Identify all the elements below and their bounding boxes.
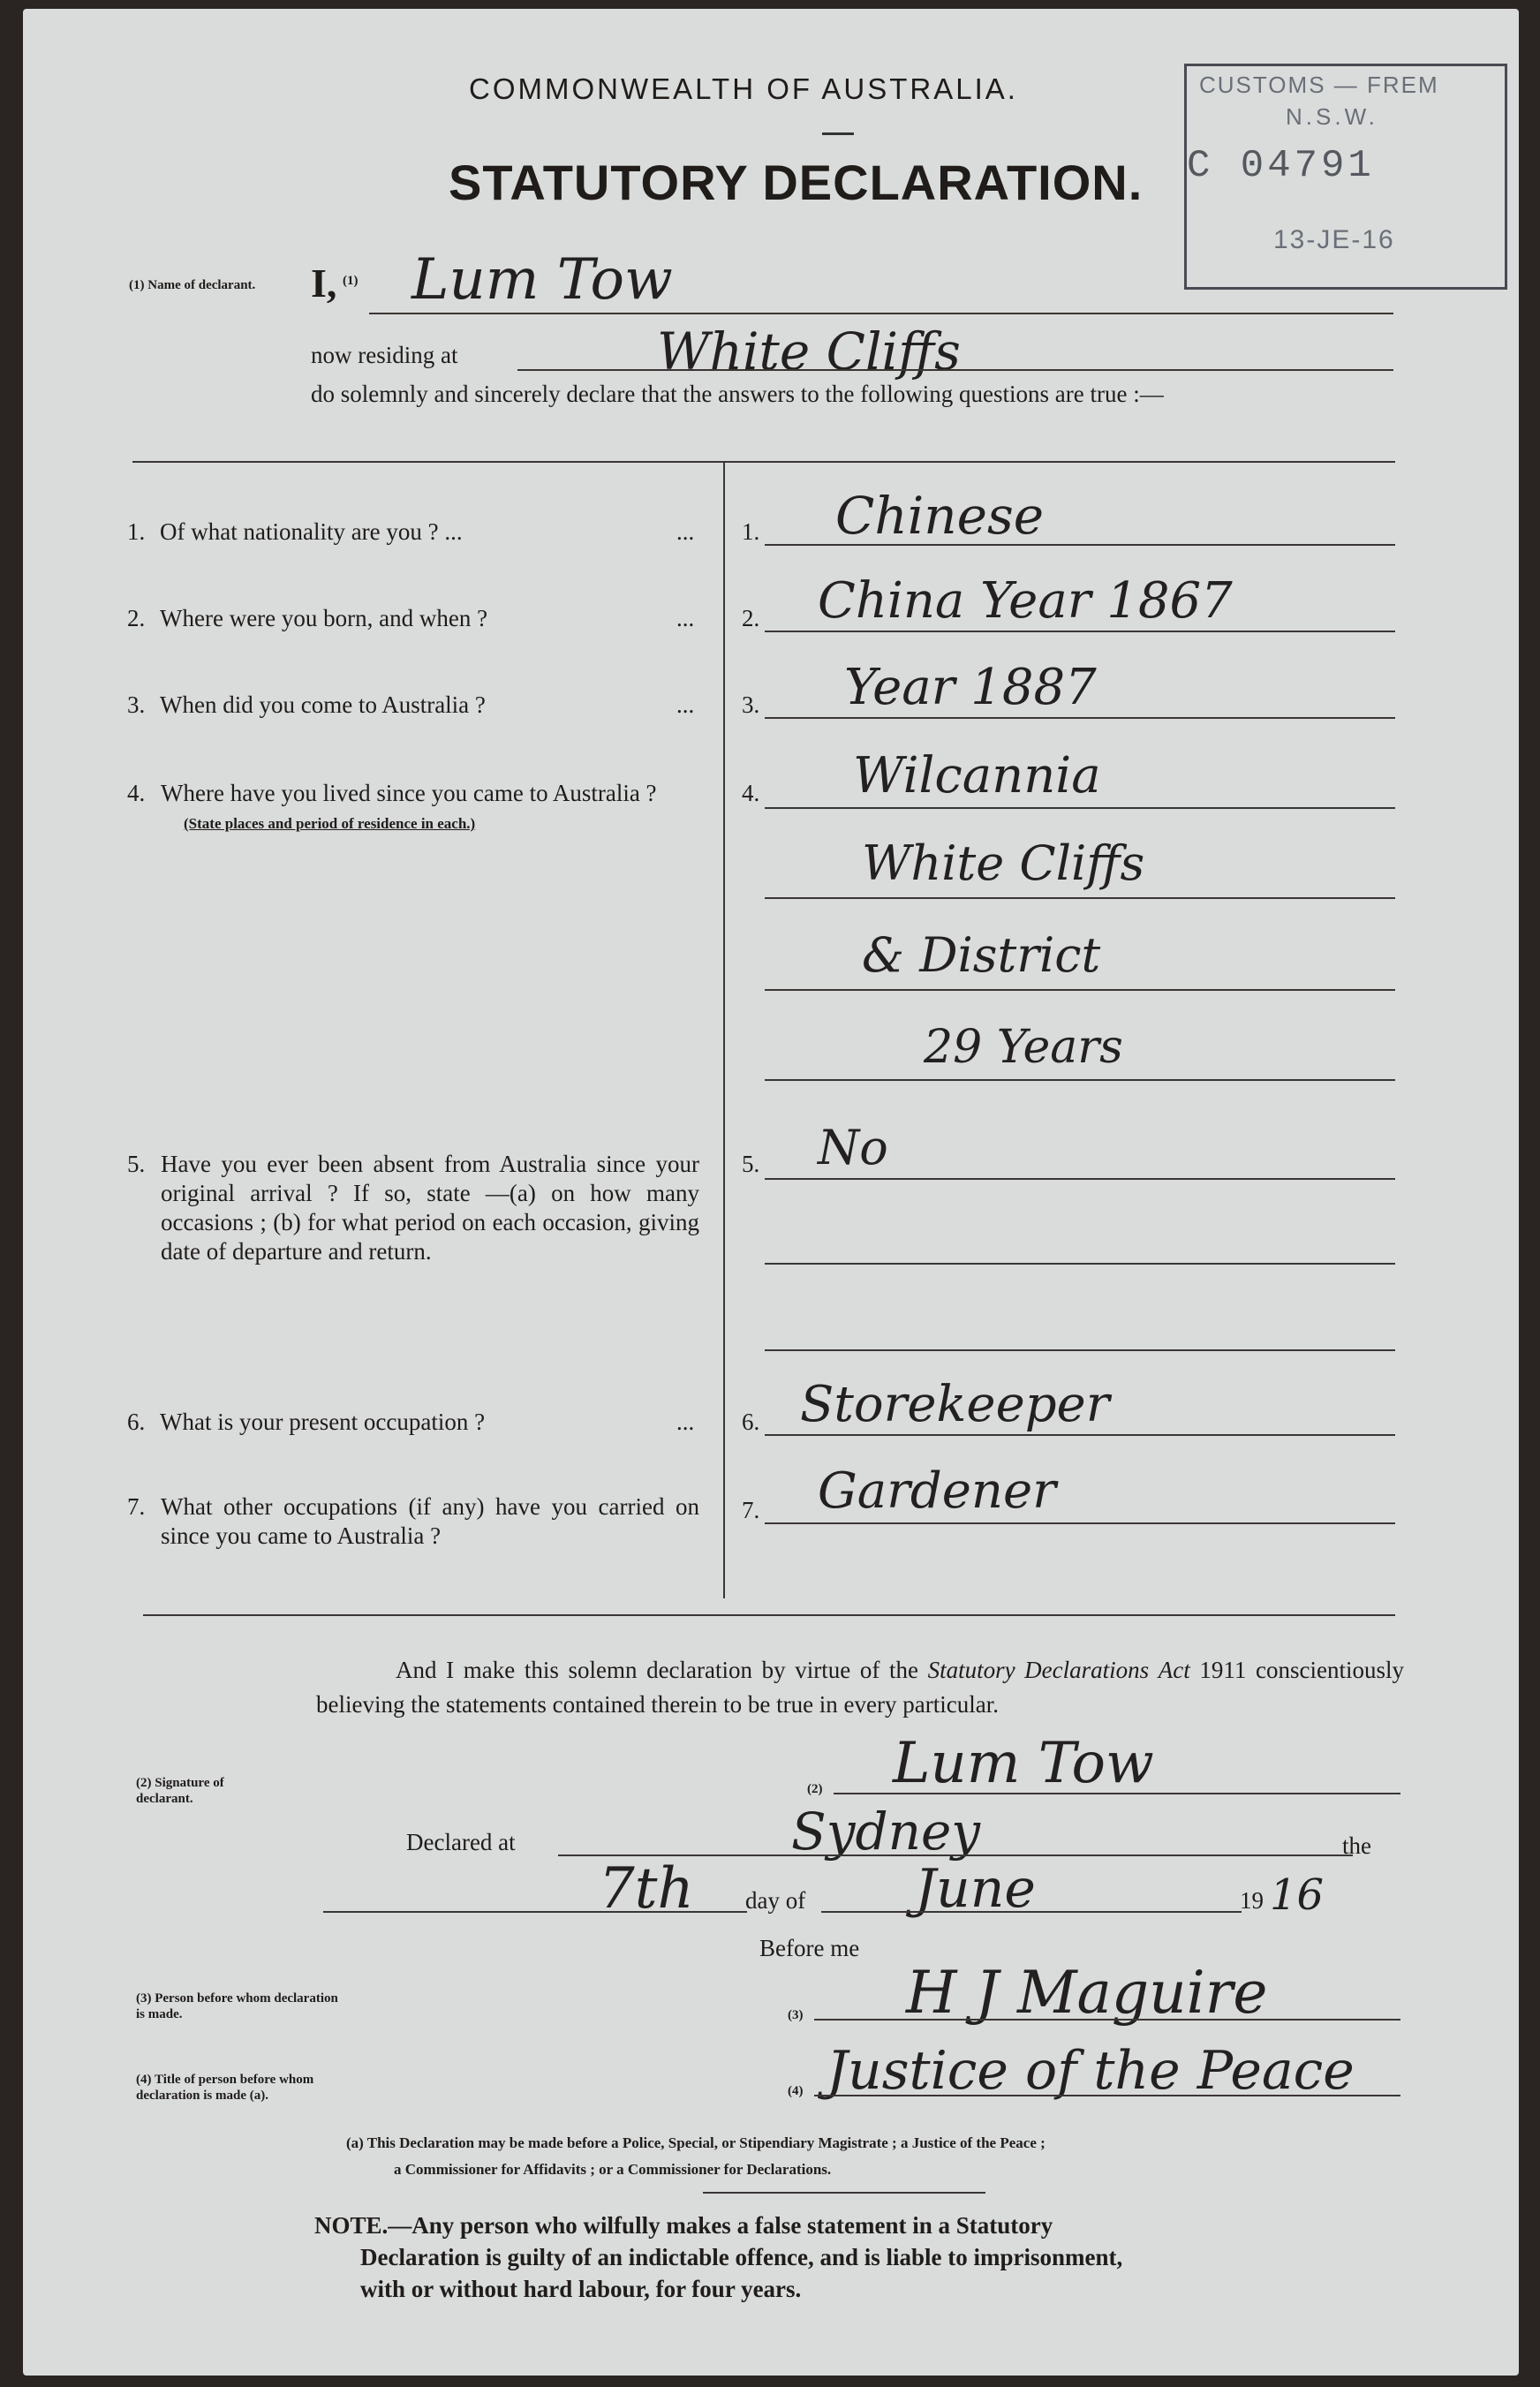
a2-rule xyxy=(765,631,1395,632)
question-1 xyxy=(127,517,710,547)
footnote xyxy=(346,2130,1406,2183)
q6-dots: ... xyxy=(676,1409,695,1435)
question-6 xyxy=(127,1408,710,1437)
the-label: the xyxy=(1342,1832,1371,1859)
stamp-line2: N.S.W. xyxy=(1286,103,1378,130)
answer-4-line2: White Cliffs xyxy=(862,835,1145,891)
margin-note-declarant: (1) Name of declarant. xyxy=(129,278,256,292)
declarant-signature: Lum Tow xyxy=(893,1731,1154,1796)
customs-stamp xyxy=(1184,64,1507,290)
stamp-number: C 04791 xyxy=(1187,144,1375,188)
declared-at-label: Declared at xyxy=(406,1829,516,1855)
q2-number: 2. xyxy=(127,605,146,631)
footnote-line1: (a) This Declaration may be made before a Police, Special, or Stipendiary Magistrate ; a Justice of the Peace ; xyxy=(346,2134,1046,2151)
year-suffix: 16 xyxy=(1270,1870,1325,1920)
q4-number: 4. xyxy=(127,780,146,806)
table-divider xyxy=(723,461,725,1598)
person-ref: (3) xyxy=(788,2008,804,2022)
declared-place: Sydney xyxy=(791,1802,981,1862)
declarant-ref: (1) xyxy=(343,274,359,288)
q7-text: What other occupations (if any) have you carried on since you came to Australia ? xyxy=(161,1493,699,1549)
act-name: Statutory Declarations xyxy=(927,1657,1150,1683)
answer-5: No xyxy=(818,1120,888,1175)
table-top-rule xyxy=(132,461,1395,463)
a5-rule-2 xyxy=(765,1263,1395,1265)
residing-label: now residing at xyxy=(311,342,458,368)
a2-number: 2. xyxy=(742,605,760,631)
declarant-intro: I, xyxy=(311,261,337,306)
declaration-part3: 1911 conscientiously believing the statements contained therein to be true in every particular. xyxy=(316,1657,1404,1718)
signature-rule xyxy=(834,1793,1400,1794)
q3-text: When did you come to Australia ? xyxy=(160,691,486,718)
penalty-note xyxy=(314,2209,1409,2305)
question-2 xyxy=(127,604,710,633)
a1-number: 1. xyxy=(742,518,760,545)
act-word: Act xyxy=(1158,1657,1190,1683)
question-3 xyxy=(127,691,710,720)
a5-rule-3 xyxy=(765,1349,1395,1351)
question-7 xyxy=(127,1492,710,1551)
declared-day: 7th xyxy=(599,1856,694,1922)
question-4 xyxy=(127,779,710,833)
declare-text: do solemnly and sincerely declare that the answers to the following questions are true :— xyxy=(311,381,1164,407)
a5-rule-1 xyxy=(765,1178,1395,1180)
a6-number: 6. xyxy=(742,1409,760,1435)
question-5 xyxy=(127,1150,710,1266)
answer-6: Storekeeper xyxy=(800,1376,1110,1433)
note-line1: NOTE.—Any person who wilfully makes a false statement in a Statutory xyxy=(314,2212,1053,2239)
answer-1: Chinese xyxy=(835,486,1045,546)
table-bottom-rule xyxy=(143,1614,1395,1616)
commonwealth-heading: COMMONWEALTH OF AUSTRALIA. xyxy=(469,72,1018,105)
note-line3: with or without hard labour, for four years. xyxy=(360,2276,802,2302)
title-rule xyxy=(814,2095,1400,2096)
margin-note-title: (4) Title of person before whom declaration is made (a). xyxy=(136,2073,314,2103)
q5-text: Have you ever been absent from Australia since your original arrival ? If so, state —(a) on how many occasions ; (b) for what period on each occasion, giving date of departure and return. xyxy=(161,1151,699,1265)
note-line2: Declaration is guilty of an indictable offence, and is liable to imprisonment, xyxy=(360,2244,1123,2270)
q3-dots: ... xyxy=(676,691,695,718)
declarant-name: Lum Tow xyxy=(411,247,673,313)
q1-dots: ... xyxy=(676,518,695,545)
a4-rule-3 xyxy=(765,989,1395,991)
answer-2: China Year 1867 xyxy=(818,572,1233,630)
stamp-line1: CUSTOMS — FREM xyxy=(1199,72,1439,98)
a4-number: 4. xyxy=(742,780,760,806)
answer-4-line4: 29 Years xyxy=(924,1021,1123,1074)
a3-rule xyxy=(765,717,1395,719)
a7-number: 7. xyxy=(742,1497,760,1523)
a4-rule-4 xyxy=(765,1079,1395,1081)
q6-text: What is your present occupation ? xyxy=(160,1409,486,1435)
a7-rule xyxy=(765,1522,1395,1524)
q4-subtext: (State places and period of residence in each.) xyxy=(184,815,476,832)
a4-rule-1 xyxy=(765,807,1395,809)
answer-7: Gardener xyxy=(818,1462,1056,1520)
q2-dots: ... xyxy=(676,605,695,631)
q4-text: Where have you lived since you came to Australia ? xyxy=(161,780,657,806)
declared-month: June xyxy=(915,1858,1036,1920)
page-title: STATUTORY DECLARATION. xyxy=(449,155,1144,210)
answer-4-line1: Wilcannia xyxy=(853,747,1101,804)
footnote-rule xyxy=(703,2192,985,2194)
day-of-label: day of xyxy=(745,1887,806,1914)
margin-note-person: (3) Person before whom declaration is made. xyxy=(136,1991,338,2021)
answer-4-line3: & District xyxy=(862,927,1101,983)
a4-rule-2 xyxy=(765,897,1395,899)
q7-number: 7. xyxy=(127,1493,146,1520)
header-dash xyxy=(822,132,854,135)
q3-number: 3. xyxy=(127,691,146,718)
signature-ref: (2) xyxy=(807,1782,823,1796)
month-rule xyxy=(821,1911,1242,1913)
residence-rule xyxy=(517,369,1393,371)
witness-title: Justice of the Peace xyxy=(827,2040,1355,2102)
a6-rule xyxy=(765,1434,1395,1436)
document-page xyxy=(23,9,1519,2376)
stamp-date: 13-JE-16 xyxy=(1273,225,1395,254)
a1-rule xyxy=(765,544,1395,546)
name-rule xyxy=(369,313,1393,314)
title-ref: (4) xyxy=(788,2084,804,2098)
before-me-label: Before me xyxy=(759,1935,860,1961)
a3-number: 3. xyxy=(742,691,760,718)
residence: White Cliffs xyxy=(657,321,961,381)
q5-number: 5. xyxy=(127,1151,146,1177)
margin-note-signature: (2) Signature of declarant. xyxy=(136,1776,224,1806)
a5-number: 5. xyxy=(742,1151,760,1177)
q1-text: Of what nationality are you ? ... xyxy=(160,518,463,545)
q1-number: 1. xyxy=(127,518,146,545)
person-rule xyxy=(814,2019,1400,2021)
declaration-part1: And I make this solemn declaration by virtue of the xyxy=(396,1657,918,1683)
answer-3: Year 1887 xyxy=(844,659,1097,716)
year-prefix: 19 xyxy=(1240,1887,1264,1914)
q6-number: 6. xyxy=(127,1409,146,1435)
declaration-text xyxy=(316,1653,1404,1722)
q2-text: Where were you born, and when ? xyxy=(160,605,488,631)
witness-signature: H J Maguire xyxy=(906,1959,1268,2027)
footnote-line2: a Commissioner for Affidavits ; or a Commissioner for Declarations. xyxy=(394,2161,832,2178)
